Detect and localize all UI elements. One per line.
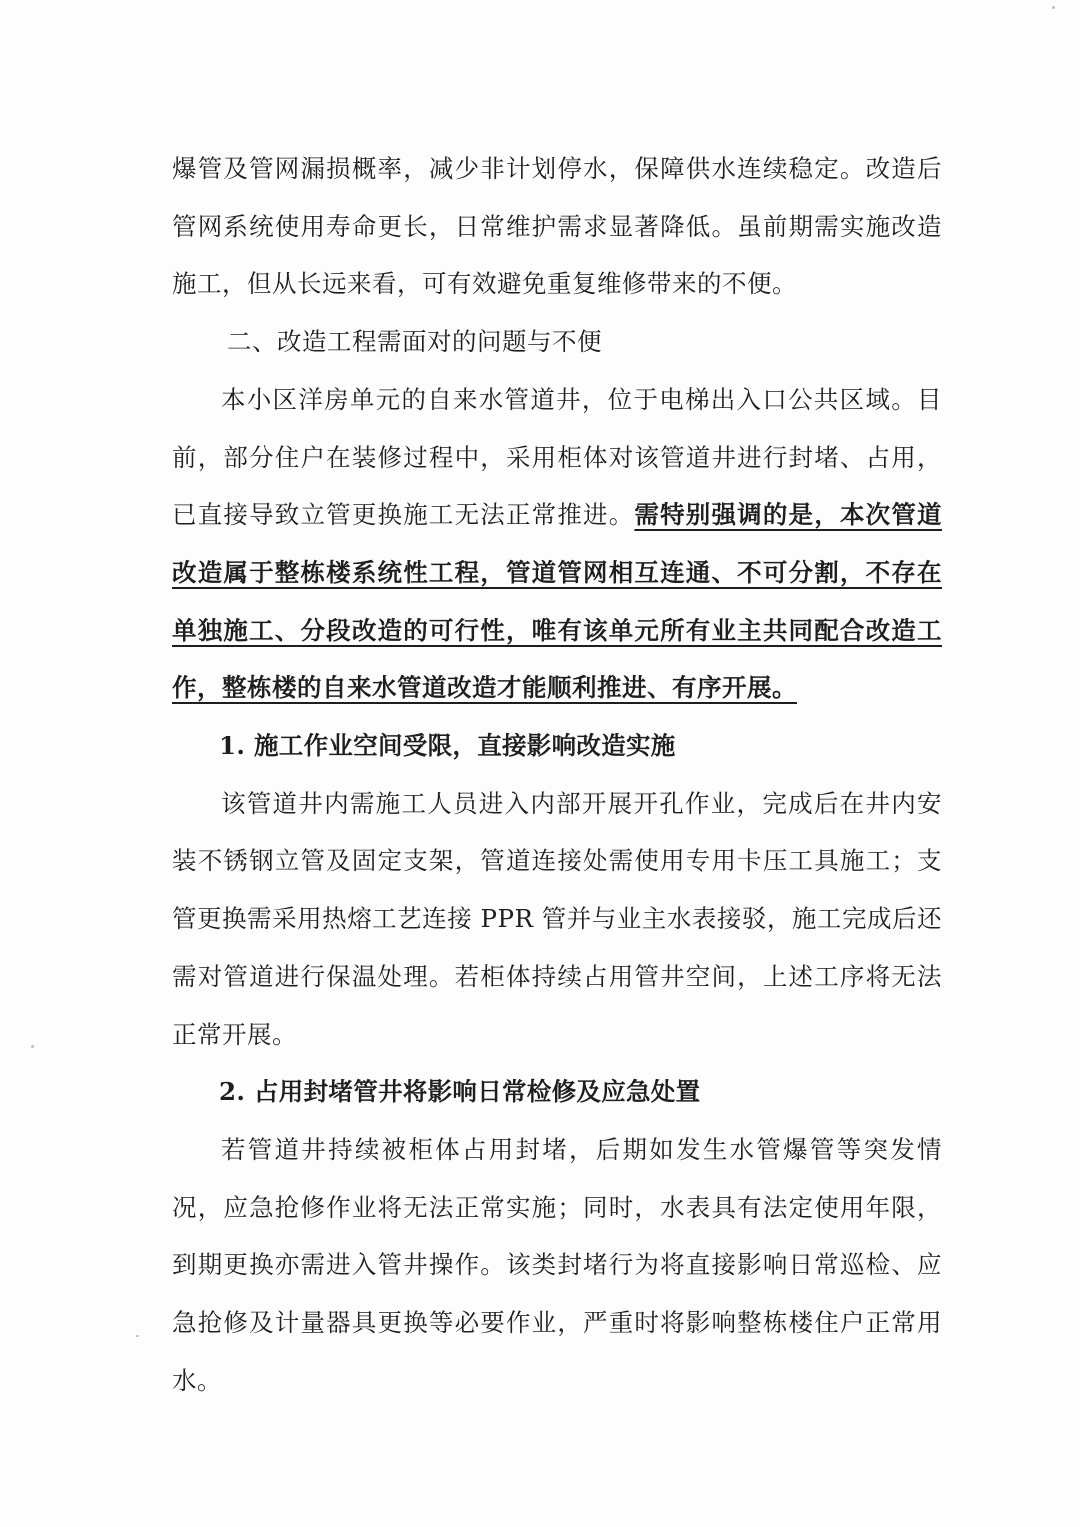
continuation-paragraph: 爆管及管网漏损概率，减少非计划停水，保障供水连续稳定。改造后管网系统使用寿命更长，日常维护需求显著降低。虽前期需实施改造施工，但从长远来看，可有效避免重复维修带来的不便。 (172, 154, 942, 299)
item1-heading: 1. 施工作业空间受限，直接影响改造实施 (219, 731, 676, 761)
section-intro-paragraph (172, 371, 942, 717)
item2-heading: 2. 占用封堵管井将影响日常检修及应急处置 (219, 1077, 701, 1107)
document-body (172, 140, 942, 1409)
emphasized-notice: 需特别强调的是，本次管道改造属于整栋楼系统性工程，管道管网相互连通、不可分割，不存在单独施工、分段改造的可行性，唯有该单元所有业主共同配合改造工作，整栋楼的自来水管道改造才能顺利推进、有序开展。 (172, 500, 943, 703)
item1-paragraph: 该管道井内需施工人员进入内部开展开孔作业，完成后在井内安装不锈钢立管及固定支架，管道连接处需使用专用卡压工具施工；支管更换需采用热熔工艺连接 PPR 管并与业主水表接驳，施工完成后还需对管道进行保温处理。若柜体持续占用管井空间，上述工序将无法正常开展。 (172, 788, 942, 1049)
section-heading: 二、改造工程需面对的问题与不便 (227, 327, 602, 357)
item2-paragraph: 若管道井持续被柜体占用封堵，后期如发生水管爆管等突发情况，应急抢修作业将无法正常实施；同时，水表具有法定使用年限，到期更换亦需进入管井操作。该类封堵行为将直接影响日常巡检、应急抢修及计量器具更换等必要作业，严重时将影响整栋楼住户正常用水。 (172, 1134, 942, 1395)
section-intro-text: 本小区洋房单元的自来水管道井，位于电梯出入口公共区域。目前，部分住户在装修过程中，采用柜体对该管道井进行封堵、占用，已直接导致立管更换施工无法正常推进。 (172, 384, 942, 530)
scan-speck (136, 1335, 139, 1337)
scan-speck (31, 1045, 34, 1048)
scan-speck (1052, 6, 1055, 9)
